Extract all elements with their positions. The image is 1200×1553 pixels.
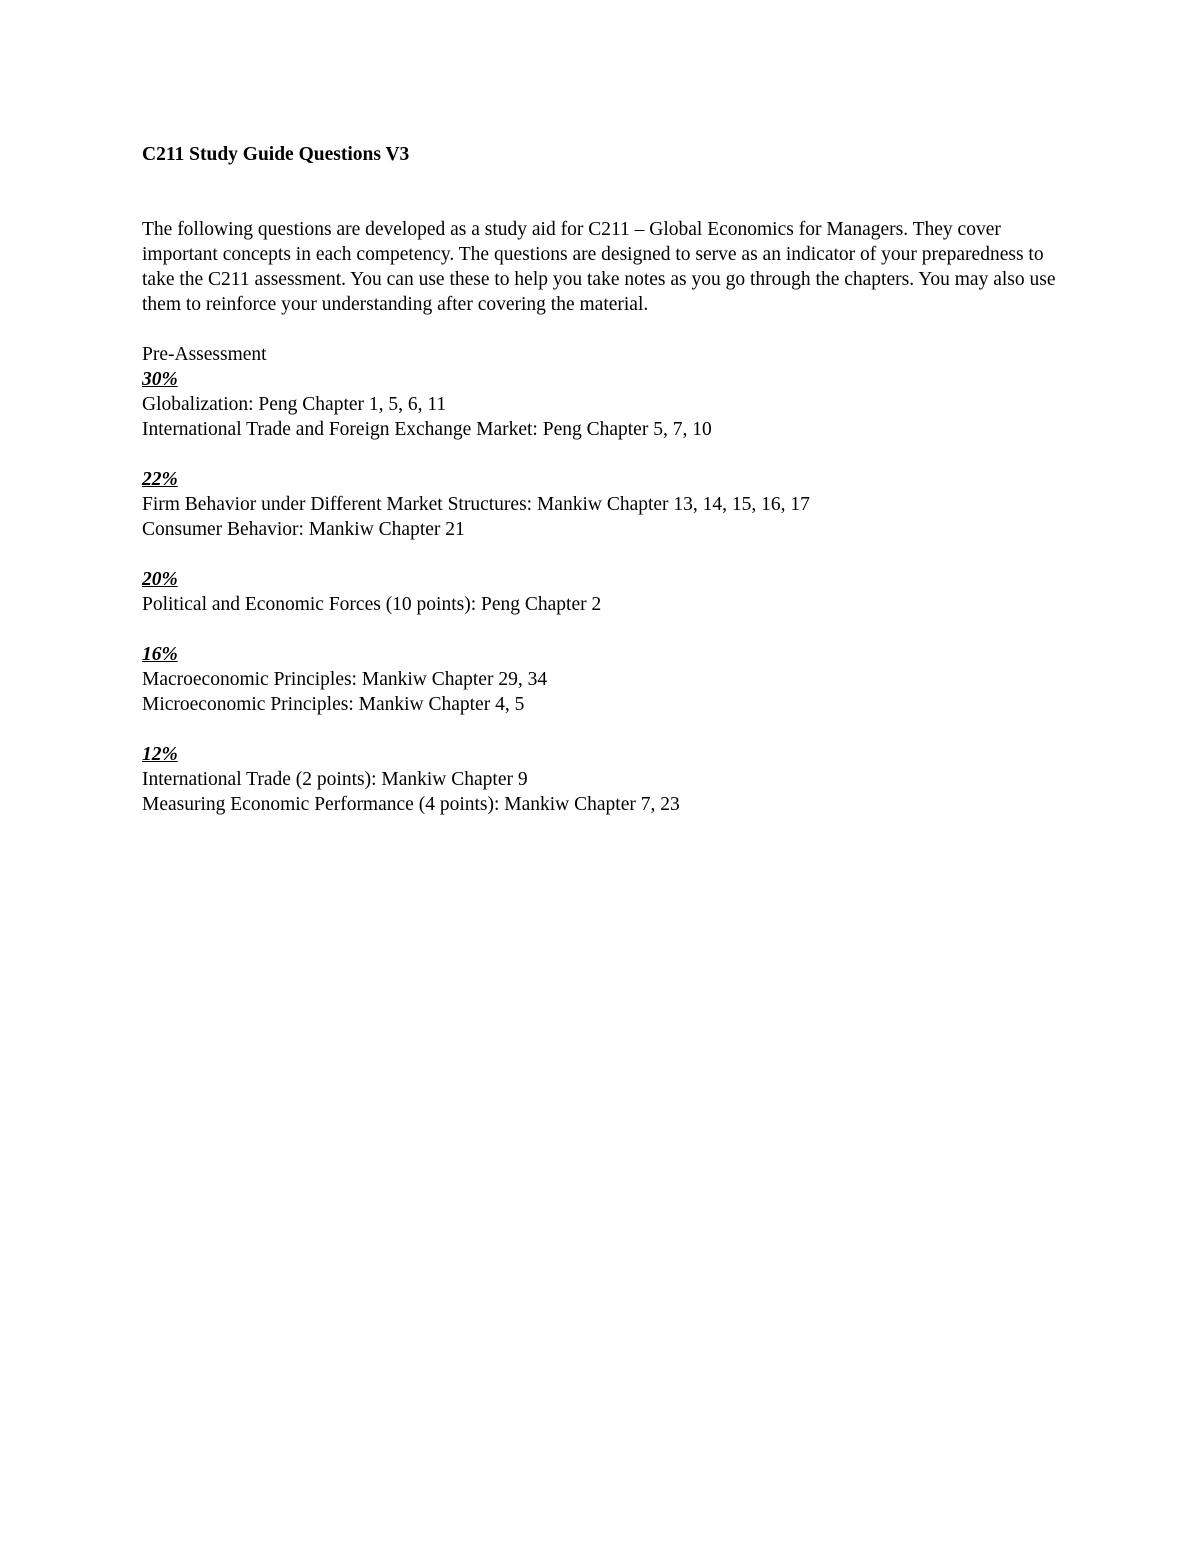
section-item: Measuring Economic Performance (4 points): Mankiw Chapter 7, 23 [142,794,680,815]
section-item: Globalization: Peng Chapter 1, 5, 6, 11 [142,394,447,415]
section-weight: 12% [142,744,178,765]
section-item: Macroeconomic Principles: Mankiw Chapter 29, 34 [142,669,548,690]
weight-section-16 [142,642,1072,717]
weight-section-30 [142,367,1072,442]
section-weight: 20% [142,569,178,590]
weight-section-12 [142,742,1072,817]
section-item: Firm Behavior under Different Market Structures: Mankiw Chapter 13, 14, 15, 16, 17 [142,494,810,515]
document-title: C211 Study Guide Questions V3 [142,144,410,165]
section-item: International Trade and Foreign Exchange Market: Peng Chapter 5, 7, 10 [142,419,712,440]
section-weight: 16% [142,644,178,665]
document-body [142,142,1072,817]
pre-assessment-label: Pre-Assessment [142,344,267,365]
section-weight: 30% [142,369,178,390]
intro-paragraph: The following questions are developed as a study aid for C211 – Global Economics for Managers. They cover important concepts in each competency. The questions are designed to serve as an indicator of your preparedness to take the C211 assessment. You can use these to help you take notes as you go through the chapters. You may also use them to reinforce your understanding after covering the material. [142,219,1056,315]
section-item: Consumer Behavior: Mankiw Chapter 21 [142,519,465,540]
section-item: Political and Economic Forces (10 points): Peng Chapter 2 [142,594,602,615]
weight-section-22 [142,467,1072,542]
section-item: Microeconomic Principles: Mankiw Chapter 4, 5 [142,694,525,715]
section-item: International Trade (2 points): Mankiw Chapter 9 [142,769,528,790]
weight-section-20 [142,567,1072,617]
section-weight: 22% [142,469,178,490]
